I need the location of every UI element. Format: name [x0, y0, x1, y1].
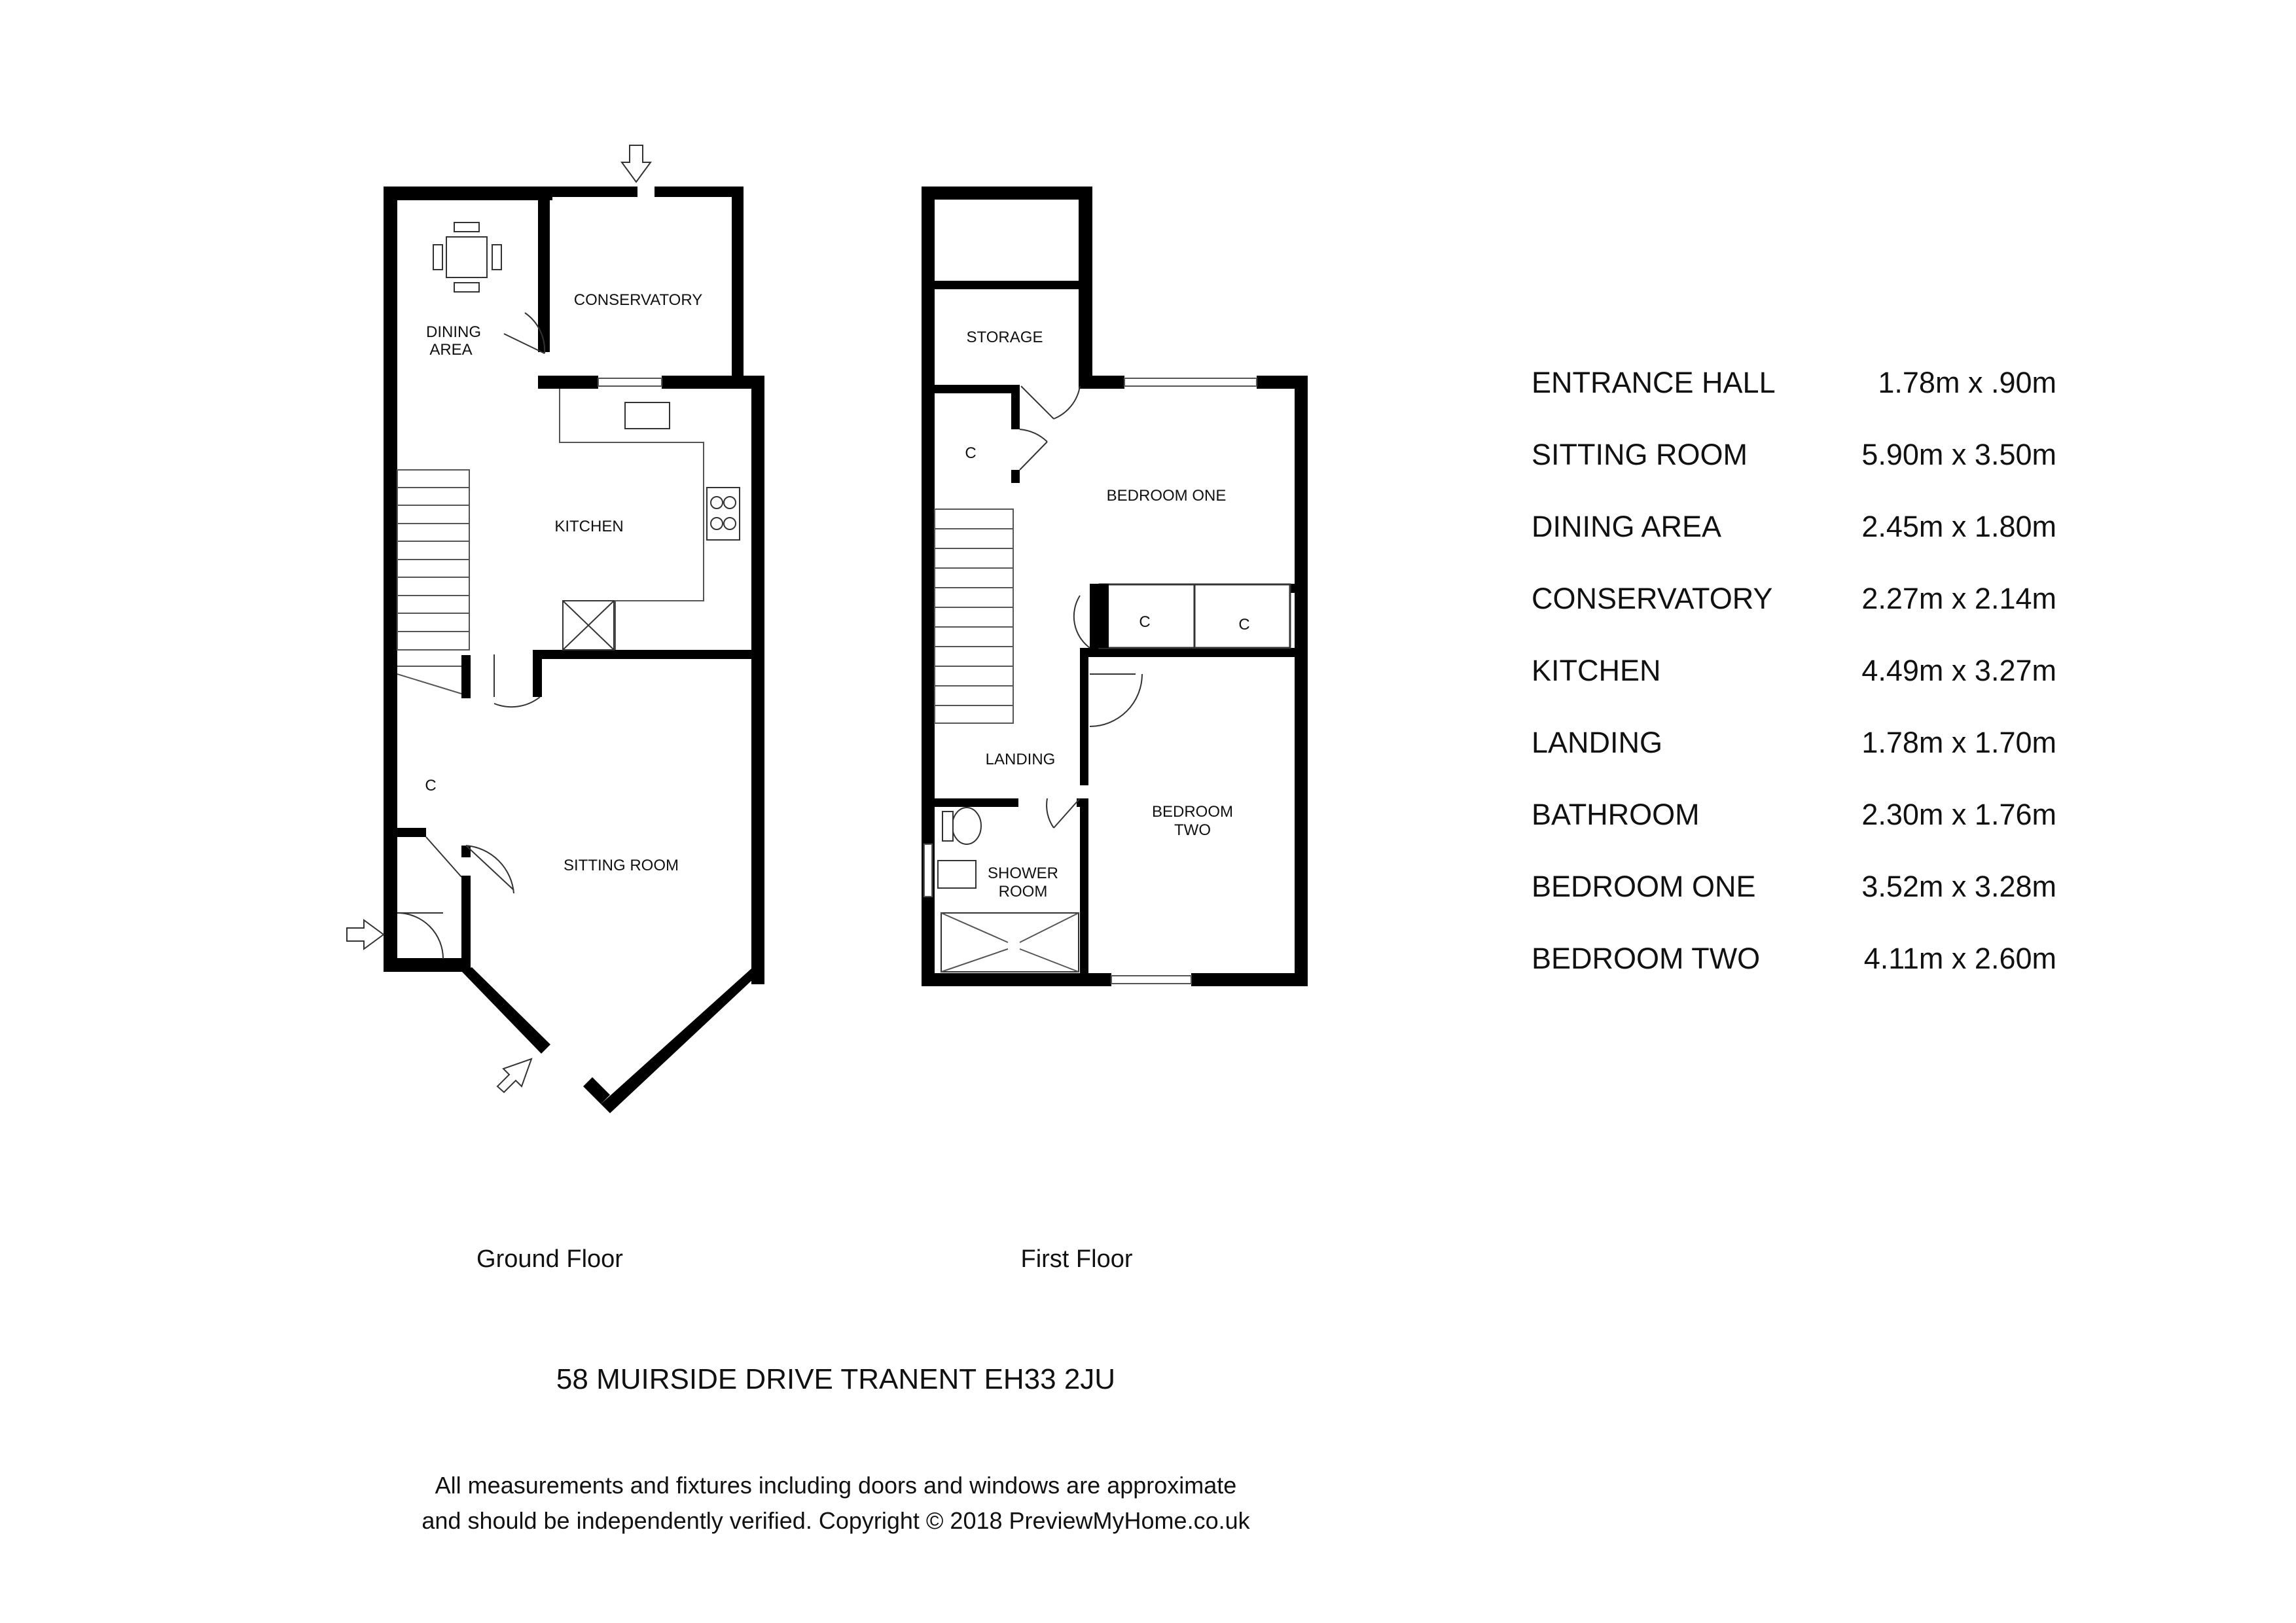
- dimension-size: 2.30m x 1.76m: [1861, 798, 2056, 831]
- wardrobe-1-label: C: [1139, 613, 1151, 631]
- dining-area-label-line1: DINING: [426, 323, 481, 341]
- first-stairs: [935, 509, 1013, 723]
- dimension-size: 5.90m x 3.50m: [1861, 438, 2056, 471]
- dimension-row: [1532, 726, 2056, 759]
- shower-room-label-line1: SHOWER: [988, 865, 1058, 882]
- dimension-size: 1.78m x 1.70m: [1861, 726, 2056, 759]
- dimension-row: [1532, 798, 2056, 831]
- bedroom-two-label-line1: BEDROOM: [1151, 803, 1234, 821]
- landing-label: LANDING: [985, 751, 1056, 768]
- dimension-room: BEDROOM ONE: [1532, 870, 1756, 903]
- first-floor-plan: [922, 187, 1308, 986]
- ground-floor-plan: [347, 145, 764, 1113]
- kitchen-label: KITCHEN: [554, 518, 624, 535]
- dimension-size: 3.52m x 3.28m: [1861, 870, 2056, 903]
- conservatory-label: CONSERVATORY: [573, 291, 703, 309]
- dimension-room: ENTRANCE HALL: [1532, 366, 1776, 399]
- ground-cupboard-label: C: [425, 777, 437, 794]
- sitting-room-label: SITTING ROOM: [564, 857, 679, 874]
- dimension-room: DINING AREA: [1532, 510, 1722, 543]
- wardrobe-2-label: C: [1238, 616, 1250, 633]
- bedroom-two-label-line2: TWO: [1174, 821, 1211, 839]
- bedroom-one-label: BEDROOM ONE: [1106, 487, 1227, 505]
- dimension-room: BEDROOM TWO: [1532, 942, 1761, 975]
- dimension-room: CONSERVATORY: [1532, 582, 1773, 615]
- first-cupboard-label: C: [965, 444, 977, 462]
- dimension-row: [1532, 870, 2056, 903]
- dimension-room: LANDING: [1532, 726, 1663, 759]
- dimension-size: 2.45m x 1.80m: [1861, 510, 2056, 543]
- dimension-row: [1532, 942, 2056, 975]
- dimension-row: [1532, 510, 2056, 543]
- dimension-row: [1532, 438, 2056, 471]
- ground-floor-caption: Ground Floor: [476, 1245, 623, 1273]
- dimension-room: BATHROOM: [1532, 798, 1700, 831]
- disclaimer-line1: All measurements and fixtures including doors and windows are approximate: [435, 1472, 1237, 1499]
- storage-label: STORAGE: [966, 329, 1043, 346]
- dimension-size: 4.11m x 2.60m: [1863, 942, 2056, 975]
- dimension-room: KITCHEN: [1532, 654, 1661, 687]
- dimension-size: 4.49m x 3.27m: [1861, 654, 2056, 687]
- dining-area-label-line2: AREA: [429, 341, 473, 359]
- dimension-row: [1532, 654, 2056, 687]
- ground-stairs: [397, 470, 469, 694]
- property-address: 58 MUIRSIDE DRIVE TRANENT EH33 2JU: [556, 1363, 1116, 1395]
- first-floor-caption: First Floor: [1020, 1245, 1133, 1273]
- dimension-row: [1532, 582, 2056, 615]
- dimension-size: 1.78m x .90m: [1878, 366, 2056, 399]
- dimension-room: SITTING ROOM: [1532, 438, 1748, 471]
- dimension-row: [1532, 366, 2056, 399]
- dimensions-table: [1532, 366, 2056, 975]
- disclaimer-line2: and should be independently verified. Copyright © 2018 PreviewMyHome.co.uk: [422, 1507, 1250, 1534]
- dimension-size: 2.27m x 2.14m: [1861, 582, 2056, 615]
- shower-room-label-line2: ROOM: [998, 883, 1048, 901]
